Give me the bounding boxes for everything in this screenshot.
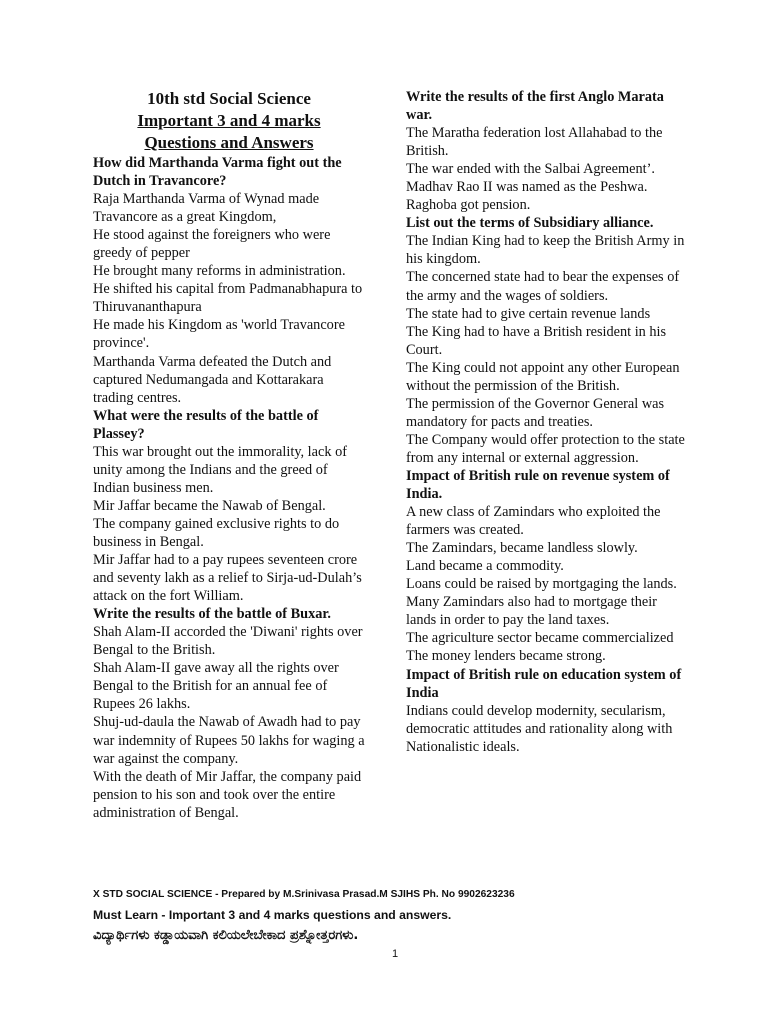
answer-point: Many Zamindars also had to mortgage their lands in order to pay the land taxes. [406,594,657,629]
answer-point: The war ended with the Salbai Agreement’. [406,161,655,178]
question-heading: How did Marthanda Varma fight out the Dutch in Travancore? [93,155,342,190]
right-column [406,88,686,756]
question-heading: Write the results of the battle of Buxar. [93,606,331,623]
document-title-line3: Questions and Answers [144,133,314,152]
answer-point: The permission of the Governor General was mandatory for pacts and treaties. [406,395,665,430]
question-heading: Write the results of the first Anglo Marata war. [406,89,664,124]
answer-point: Shuj-ud-daula the Nawab of Awadh had to pay war indemnity of Rupees 50 lakhs for waging a war against the company. [93,714,365,767]
answer-point: Raja Marthanda Varma of Wynad made Travancore as a great Kingdom, [93,191,320,226]
footer-credit: X STD SOCIAL SCIENCE - Prepared by M.Srinivasa Prasad.M SJIHS Ph. No 9902623236 [93,889,515,900]
answer-point: He stood against the foreigners who were greedy of pepper [93,227,331,262]
answer-point: A new class of Zamindars who exploited the farmers was created. [406,504,661,539]
answer-point: Land became a commodity. [406,558,564,575]
question-heading: Impact of British rule on revenue system of India. [406,467,670,503]
answer-point: The agriculture sector became commercialized [406,630,674,647]
answer-point: The Company would offer protection to the state from any internal or external aggression. [406,431,685,466]
answer-point: The company gained exclusive rights to do business in Bengal. [93,515,340,550]
document-title-line2: Important 3 and 4 marks [137,111,321,130]
page-number: 1 [391,948,399,960]
answer-point: Shah Alam-II accorded the 'Diwani' rights over Bengal to the British. [93,624,363,659]
answer-point: Indians could develop modernity, secularism, democratic attitudes and rationality along with Nationalistic ideals. [406,702,673,755]
answer-point: The Maratha federation lost Allahabad to the British. [406,125,663,160]
answer-point: He made his Kingdom as 'world Travancore province'. [93,317,345,352]
answer-point: He shifted his capital from Padmanabhapura to Thiruvananthapura [93,281,363,316]
right-qa-list [406,88,686,756]
answer-point: He brought many reforms in administration. [93,263,346,280]
answer-point: Marthanda Varma defeated the Dutch and captured Nedumangada and Kottarakara trading centres. [93,353,332,406]
answer-point: The King had to have a British resident in his Court. [406,323,667,358]
answer-point: The Zamindars, became landless slowly. [406,540,638,557]
answer-point: Loans could be raised by mortgaging the lands. [406,576,677,593]
answer-point: Madhav Rao II was named as the Peshwa. Raghoba got pension. [406,179,648,214]
answer-point: The concerned state had to bear the expenses of the army and the wages of soldiers. [406,269,680,304]
footer-note: Must Learn - Important 3 and 4 marks questions and answers. [93,908,452,922]
left-column [93,88,365,822]
answer-point: Shah Alam-II gave away all the rights over Bengal to the British for an annual fee of Rupees 26 lakhs. [93,660,339,713]
document-title-line1: 10th std Social Science [147,89,311,108]
left-qa-list [93,154,365,822]
answer-point: With the death of Mir Jaffar, the company paid pension to his son and took over the entire administration of Bengal. [93,768,362,821]
answer-point: The money lenders became strong. [406,648,606,665]
answer-point: The King could not appoint any other European without the permission of the British. [406,359,680,394]
footer-kannada-note: ವಿದ್ಯಾರ್ಥಿಗಳು ಕಡ್ಡಾಯವಾಗಿ ಕಲಿಯಲೇಬೇಕಾದ ಪ್ರಶ್ನೋತ್ತರಗಳು. [93,928,359,943]
answer-point: The Indian King had to keep the British Army in his kingdom. [406,233,685,268]
answer-point: The state had to give certain revenue lands [406,305,651,322]
answer-point: This war brought out the immorality, lack of unity among the Indians and the greed of Indian business men. [93,443,347,496]
question-heading: Impact of British rule on education system of India [406,666,682,701]
question-heading: List out the terms of Subsidiary alliance. [406,215,654,232]
answer-point: Mir Jaffar had to a pay rupees seventeen crore and seventy lakh as a relief to Sirja-ud-Dulah’s attack on the fort William. [93,552,362,605]
question-heading: What were the results of the battle of Plassey? [93,407,319,442]
answer-point: Mir Jaffar became the Nawab of Bengal. [93,497,326,514]
